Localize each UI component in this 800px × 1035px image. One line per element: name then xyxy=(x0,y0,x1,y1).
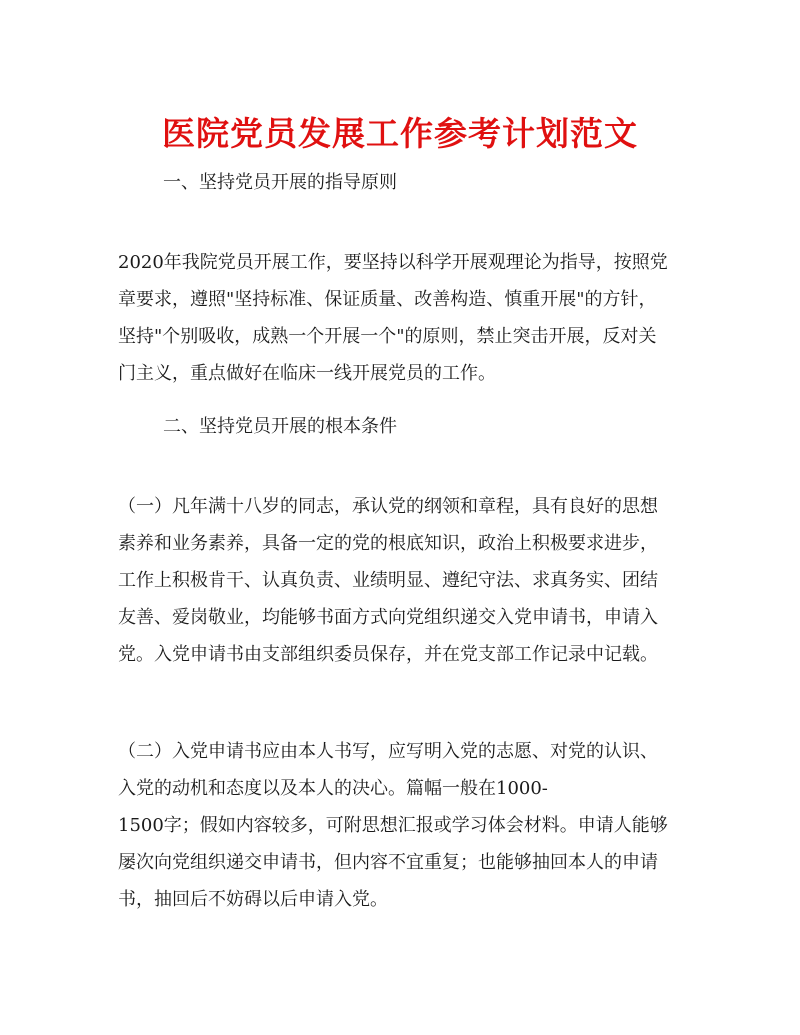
document-title: 医院党员发展工作参考计划范文 xyxy=(162,114,638,153)
text-line: 素养和业务素养，具备一定的党的根底知识，政治上积极要求进步， xyxy=(118,533,658,554)
text-line: 坚持"个别吸收，成熟一个开展一个"的原则，禁止突击开展，反对关 xyxy=(118,326,657,347)
text-line: 章要求，遵照"坚持标准、保证质量、改善构造、慎重开展"的方针， xyxy=(118,289,657,310)
section-2-item-2 xyxy=(118,733,688,918)
text-line: 书，抽回后不妨碍以后申请入党。 xyxy=(118,889,388,910)
text-line: 2020年我院党员开展工作，要坚持以科学开展观理论为指导，按照党 xyxy=(118,252,668,273)
text-line: 党。入党申请书由支部组织委员保存，并在党支部工作记录中记载。 xyxy=(118,644,658,665)
text-line: 门主义，重点做好在临床一线开展党员的工作。 xyxy=(118,363,496,384)
text-line: （二）入党申请书应由本人书写，应写明入党的志愿、对党的认识、 xyxy=(118,741,658,762)
text-line: 屡次向党组织递交申请书，但内容不宜重复；也能够抽回本人的申请 xyxy=(118,852,658,873)
section-2-item-1 xyxy=(118,488,688,673)
text-line: 1500字；假如内容较多，可附思想汇报或学习体会材料。申请人能够 xyxy=(118,815,668,836)
text-line: （一）凡年满十八岁的同志，承认党的纲领和章程，具有良好的思想 xyxy=(118,496,658,517)
text-line: 入党的动机和态度以及本人的决心。篇幅一般在1000- xyxy=(118,778,548,799)
text-line: 工作上积极肯干、认真负责、业绩明显、遵纪守法、求真务实、团结 xyxy=(118,570,658,591)
section-heading-2: 二、坚持党员开展的根本条件 xyxy=(163,416,397,437)
section-heading-1: 一、坚持党员开展的指导原则 xyxy=(163,172,397,193)
section-1-paragraph xyxy=(118,244,688,392)
text-line: 友善、爱岗敬业，均能够书面方式向党组织递交入党申请书，申请入 xyxy=(118,607,658,628)
